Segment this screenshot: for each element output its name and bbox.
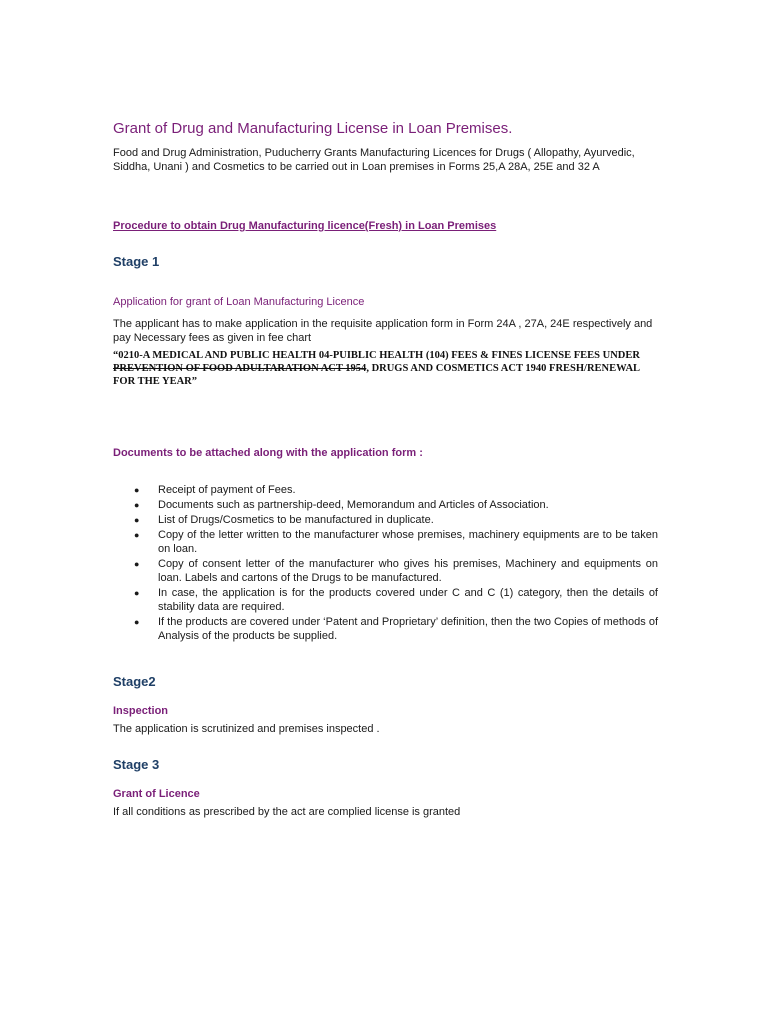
procedure-link[interactable]: Procedure to obtain Drug Manufacturing licence(Fresh) in Loan Premises xyxy=(113,220,497,232)
bullet-icon: ● xyxy=(134,500,140,510)
fee-head-text xyxy=(113,349,658,388)
stage2-text: The application is scrutinized and premises inspected . xyxy=(113,723,380,735)
bullet-icon: ● xyxy=(134,485,140,495)
bullet-icon: ● xyxy=(134,530,140,540)
stage3-heading: Stage 3 xyxy=(113,757,160,772)
list-item: ● List of Drugs/Cosmetics to be manufactured in duplicate. xyxy=(134,514,434,526)
bullet-icon: ● xyxy=(134,515,140,525)
list-item: ● Copy of the letter written to the manufacturer whose premises, machinery equipments are to be taken on loan. xyxy=(134,529,658,555)
bullet-icon: ● xyxy=(134,617,140,627)
documents-list xyxy=(113,483,658,644)
fee-head-struck: PREVENTION OF FOOD ADULTARATION ACT 1954 xyxy=(113,363,367,374)
stage3-text: If all conditions as prescribed by the act are complied license is granted xyxy=(113,806,461,818)
stage1-subtitle: Application for grant of Loan Manufacturing Licence xyxy=(113,296,365,308)
stage2-heading: Stage2 xyxy=(113,674,156,689)
page-title: Grant of Drug and Manufacturing License in Loan Premises. xyxy=(113,120,513,137)
stage1-text: The applicant has to make application in the requisite application form in Form 24A , 27A, 24E respectively and pay Necessary fees as given in fee chart xyxy=(113,318,653,344)
fee-head-part2: , DRUGS AND COSMETICS ACT 1940 FRESH/RENEWAL FOR THE YEAR” xyxy=(113,363,640,387)
fee-head-part1: “0210-A MEDICAL AND PUBLIC HEALTH 04-PUIBLIC HEALTH (104) FEES & FINES LICENSE FEES UNDER xyxy=(113,350,640,361)
bullet-icon: ● xyxy=(134,559,140,569)
documents-heading: Documents to be attached along with the application form : xyxy=(113,447,423,459)
list-item: ● If the products are covered under ‘Patent and Proprietary’ definition, then the two Copies of methods of Analysis of the products be supplied. xyxy=(134,616,658,642)
bullet-icon: ● xyxy=(134,588,140,598)
list-item: ● Documents such as partnership-deed, Memorandum and Articles of Association. xyxy=(134,499,549,511)
stage3-subtitle: Grant of Licence xyxy=(113,788,200,800)
intro-paragraph: Food and Drug Administration, Puducherry Grants Manufacturing Licences for Drugs ( Allopathy, Ayurvedic, Siddha, Unani ) and Cosmetics to be carried out in Loan premises in Forms 25,A 28A, 25E and 32 A xyxy=(113,147,635,173)
list-item: ● Copy of consent letter of the manufacturer who gives his premises, Machinery and equipments on loan. Labels and cartons of the Drugs to be manufactured. xyxy=(134,558,658,584)
stage2-subtitle: Inspection xyxy=(113,705,169,717)
list-item: ● Receipt of payment of Fees. xyxy=(134,484,296,496)
list-item: ● In case, the application is for the products covered under C and C (1) category, then the details of stability data are required. xyxy=(134,587,658,613)
stage1-heading: Stage 1 xyxy=(113,254,160,269)
